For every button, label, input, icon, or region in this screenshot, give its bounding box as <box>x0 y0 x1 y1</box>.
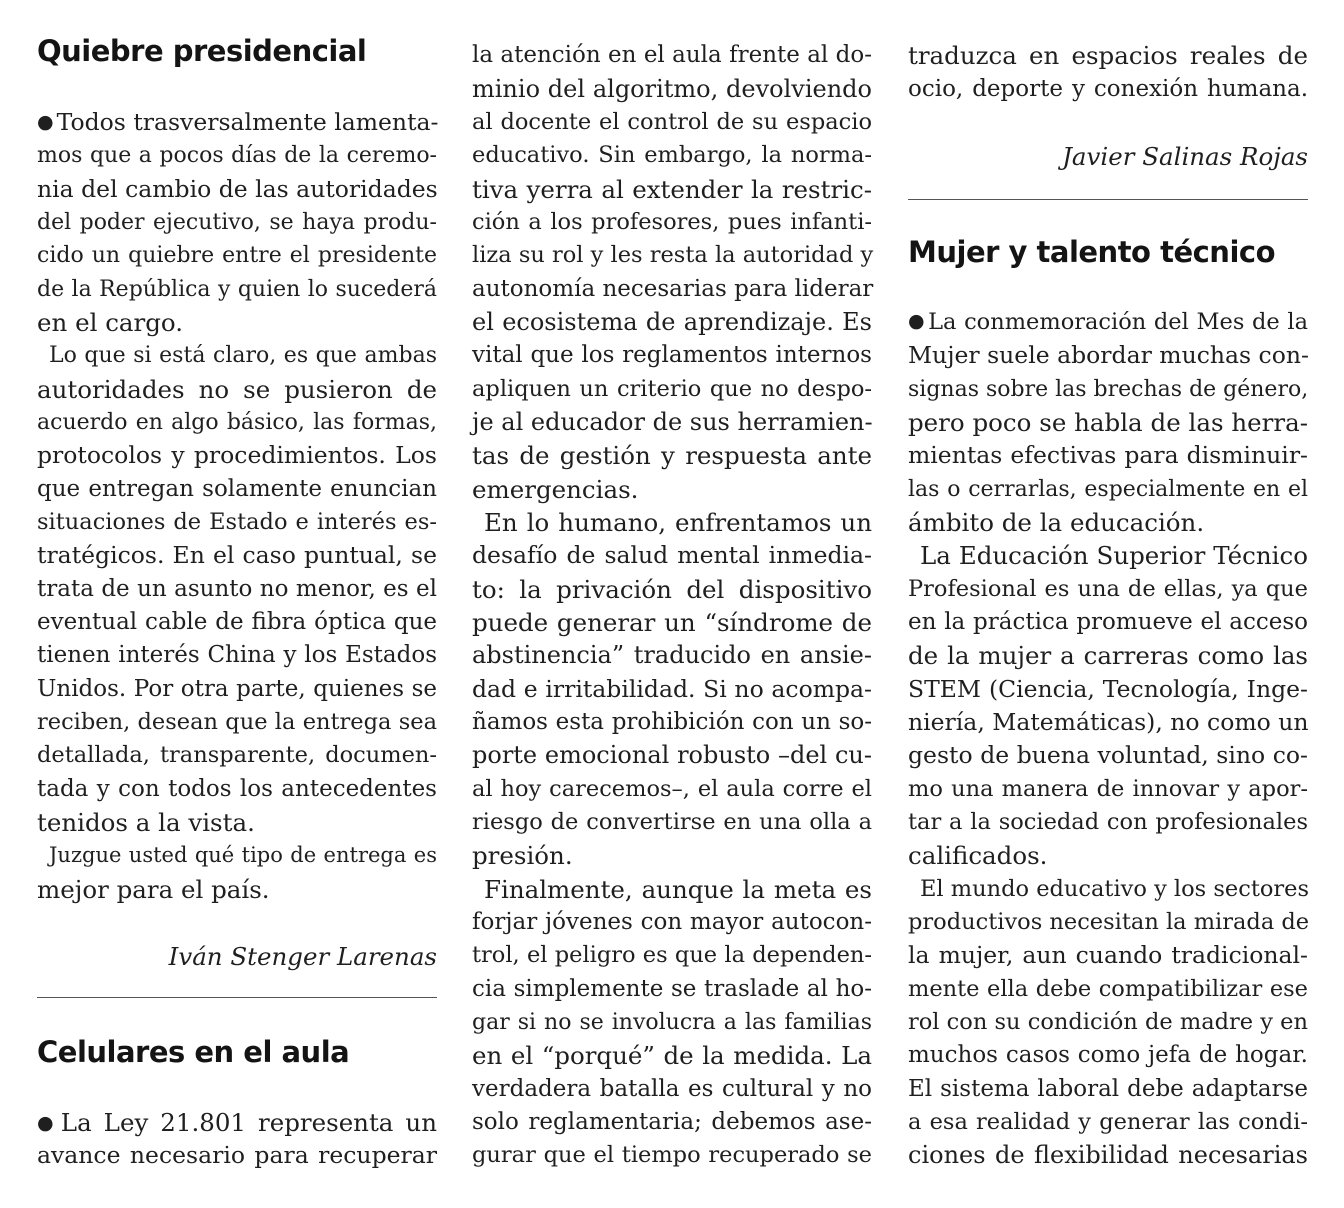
author-signature: Iván Stenger Larenas <box>168 942 437 971</box>
article-line: puede generar un “síndrome de <box>472 608 872 637</box>
article-line: Unidos. Por otra parte, quienes se <box>37 676 437 702</box>
article-line: en la práctica promueve el acceso <box>908 609 1308 635</box>
article-line: mejor para el país. <box>37 875 270 904</box>
article-line: las o cerrarlas, especialmente en el <box>908 477 1308 502</box>
article-line: Juzgue usted qué tipo de entrega es <box>49 843 437 867</box>
article-line: to: la privación del dispositivo <box>472 575 872 604</box>
article-line: minio del algoritmo, devolviendo <box>472 75 872 103</box>
article-line: nia del cambio de las autoridades <box>37 175 438 203</box>
article-line: apliquen un criterio que no despo- <box>472 376 872 402</box>
article-line: En lo humano, enfrentamos un <box>484 508 872 537</box>
article-line: tenidos a la vista. <box>37 808 255 837</box>
article-line: STEM (Ciencia, Tecnología, Inge- <box>908 675 1308 703</box>
article-line: educativo. Sin embargo, la norma- <box>472 142 872 168</box>
article-line: eventual cable de fibra óptica que <box>37 609 437 635</box>
article-line: vital que los reglamentos internos <box>472 342 872 368</box>
article-line: al hoy carecemos–, el aula corre el <box>472 776 872 802</box>
article-line: ciones de flexibilidad necesarias <box>908 1141 1308 1169</box>
article-line: rol con su condición de madre y en <box>908 1009 1308 1035</box>
article-line: el ecosistema de aprendizaje. Es <box>472 308 872 336</box>
article-line: ● Todos trasversalmente lamenta- <box>37 108 439 136</box>
article-line: de la mujer a carreras como las <box>908 641 1308 670</box>
article-title: Mujer y talento técnico <box>908 235 1276 269</box>
bullet-icon: ● <box>37 1112 58 1134</box>
article-title: Celulares en el aula <box>37 1035 350 1069</box>
article-line: en el “porqué” de la medida. La <box>472 1041 872 1070</box>
article-line: ● La conmemoración del Mes de la <box>908 309 1308 335</box>
bullet-icon: ● <box>908 310 926 332</box>
article-line: reciben, desean que la entrega sea <box>37 709 437 735</box>
article-line: protocolos y procedimientos. Los <box>37 441 437 469</box>
article-line: Mujer suele abordar muchas con- <box>908 341 1309 369</box>
article-line: pero poco se habla de las herra- <box>908 408 1308 437</box>
article-line: de la República y quien lo sucederá <box>37 277 437 302</box>
article-line: gurar que el tiempo recuperado se <box>472 1142 872 1168</box>
article-line: tienen interés China y los Estados <box>37 642 437 668</box>
article-line: La Educación Superior Técnico <box>920 541 1308 570</box>
article-line: liza su rol y les resta la autoridad y <box>472 242 874 268</box>
article-line: mo una manera de innovar y apor- <box>908 776 1308 802</box>
article-line: ● La Ley 21.801 representa un <box>37 1108 437 1137</box>
article-line: tratégicos. En el caso puntual, se <box>37 541 437 569</box>
article-line: tiva yerra al extender la restric- <box>472 175 872 204</box>
article-line: autonomía necesarias para liderar <box>472 276 874 302</box>
article-line: mientas efectivas para disminuir- <box>908 441 1308 469</box>
article-line: desafío de salud mental inmedia- <box>472 541 872 569</box>
article-line: niería, Matemáticas), no como un <box>908 708 1309 736</box>
article-line: tada y con todos los antecedentes <box>37 776 437 802</box>
article-line: la atención en el aula frente al do- <box>472 42 872 68</box>
article-line: tar a la sociedad con profesionales <box>908 809 1308 835</box>
article-line: la mujer, aun cuando tradicional- <box>908 941 1308 969</box>
article-line: gesto de buena voluntad, sino co- <box>908 741 1308 769</box>
article-line: ñamos esta prohibición con un so- <box>472 709 872 735</box>
article-line: forjar jóvenes con mayor autocon- <box>472 909 872 935</box>
article-line: acuerdo en algo básico, las formas, <box>37 410 437 435</box>
article-line: emergencias. <box>472 475 639 504</box>
article-line: solo reglamentaria; debemos ase- <box>472 1109 872 1135</box>
bullet-icon: ● <box>37 111 54 133</box>
article-line: cia simplemente se traslade al ho- <box>472 976 872 1002</box>
article-line: autoridades no se pusieron de <box>37 375 437 404</box>
article-line: El sistema laboral debe adaptarse <box>908 1076 1308 1102</box>
section-divider <box>37 997 437 998</box>
article-line: El mundo educativo y los sectores <box>920 876 1310 902</box>
article-line: traduzca en espacios reales de <box>908 41 1308 70</box>
section-divider <box>908 199 1308 200</box>
article-title: Quiebre presidencial <box>37 34 367 68</box>
article-line: mente ella debe compatibilizar ese <box>908 976 1308 1002</box>
article-line: trol, el peligro es que la dependen- <box>472 942 872 968</box>
article-line: Profesional es una de ellas, ya que <box>908 576 1308 602</box>
article-line: porte emocional robusto –del cu- <box>472 741 872 769</box>
article-line: Lo que si está claro, es que ambas <box>49 343 437 368</box>
author-signature: Javier Salinas Rojas <box>1062 142 1308 171</box>
article-line: ámbito de la educación. <box>908 508 1205 537</box>
article-line: abstinencia” traducido en ansie- <box>472 641 872 669</box>
article-line: signas sobre las brechas de género, <box>908 377 1309 402</box>
article-line: trata de un asunto no menor, es el <box>37 576 437 602</box>
article-line: je al educador de sus herramien- <box>472 408 873 436</box>
article-line: detallada, transparente, documen- <box>37 742 437 768</box>
article-line: ción a los profesores, pues infanti- <box>472 209 872 235</box>
article-line: Finalmente, aunque la meta es <box>484 875 872 904</box>
article-line: en el cargo. <box>37 308 184 337</box>
article-line: avance necesario para recuperar <box>37 1141 437 1169</box>
article-line: ocio, deporte y conexión humana. <box>908 76 1308 102</box>
article-line: a esa realidad y generar las condi- <box>908 1109 1308 1135</box>
article-line: gar si no se involucra a las familias <box>472 1010 872 1035</box>
article-line: que entregan solamente enuncian <box>37 476 437 502</box>
article-line: situaciones de Estado e interés es- <box>37 509 437 535</box>
article-line: dad e irritabilidad. Si no acompa- <box>472 675 872 703</box>
article-line: riesgo de convertirse en una olla a <box>472 809 872 835</box>
article-line: verdadera batalla es cultural y no <box>472 1076 872 1102</box>
article-line: cido un quiebre entre el presidente <box>37 243 437 268</box>
article-line: tas de gestión y respuesta ante <box>472 441 872 470</box>
article-line: calificados. <box>908 841 1048 870</box>
article-line: productivos necesitan la mirada de <box>908 909 1310 935</box>
article-line: muchos casos como jefa de hogar. <box>908 1042 1308 1068</box>
article-line: al docente el control de su espacio <box>472 109 872 135</box>
article-line: mos que a pocos días de la ceremo- <box>37 143 437 168</box>
article-line: presión. <box>472 841 573 870</box>
article-line: del poder ejecutivo, se haya produ- <box>37 210 437 235</box>
